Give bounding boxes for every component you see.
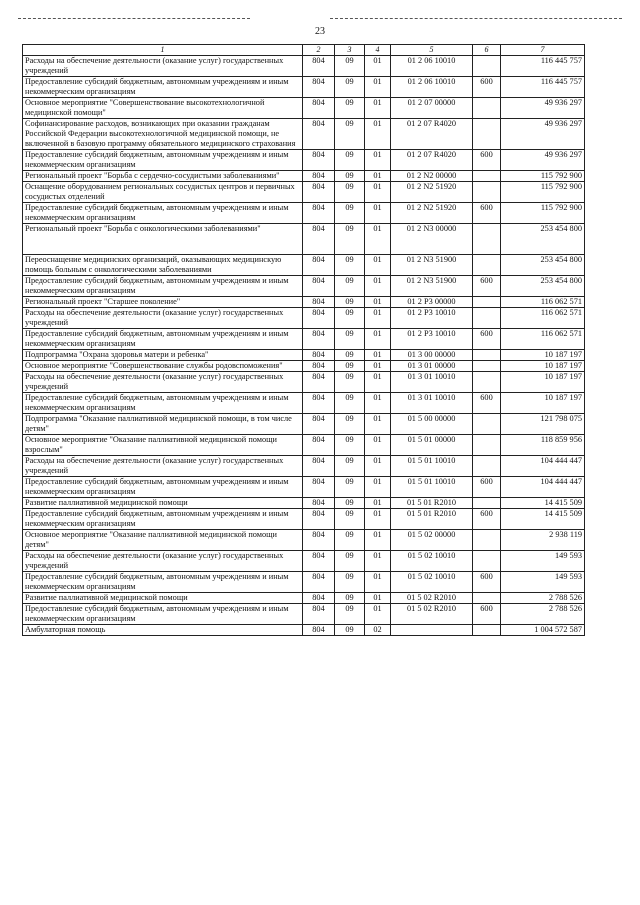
- row-ministry-code-cell: 804: [303, 372, 335, 393]
- row-ministry-code-cell: 804: [303, 625, 335, 636]
- header-cell-3: 3: [335, 45, 365, 56]
- row-expense-type-cell: [473, 255, 501, 276]
- row-subsection-cell: 01: [365, 77, 391, 98]
- row-name-cell: Амбулаторная помощь: [23, 625, 303, 636]
- row-expense-type-cell: 600: [473, 77, 501, 98]
- row-ministry-code-cell: 804: [303, 604, 335, 625]
- row-expense-type-cell: 600: [473, 477, 501, 498]
- row-name-cell: Основное мероприятие "Оказание паллиативной медицинской помощи взрослым": [23, 435, 303, 456]
- row-amount-cell: 253 454 800: [501, 255, 585, 276]
- row-subsection-cell: 01: [365, 498, 391, 509]
- row-target-article-cell: 01 5 01 10010: [391, 477, 473, 498]
- row-subsection-cell: 01: [365, 604, 391, 625]
- row-expense-type-cell: 600: [473, 393, 501, 414]
- row-subsection-cell: 01: [365, 171, 391, 182]
- row-ministry-code-cell: 804: [303, 477, 335, 498]
- row-subsection-cell: 01: [365, 297, 391, 308]
- row-amount-cell: 116 062 571: [501, 308, 585, 329]
- row-section-cell: 09: [335, 414, 365, 435]
- row-section-cell: 09: [335, 56, 365, 77]
- row-name-cell: Расходы на обеспечение деятельности (оказание услуг) государственных учреждений: [23, 308, 303, 329]
- row-section-cell: 09: [335, 435, 365, 456]
- row-ministry-code-cell: 804: [303, 593, 335, 604]
- row-ministry-code-cell: 804: [303, 551, 335, 572]
- row-target-article-cell: 01 2 N3 00000: [391, 224, 473, 255]
- row-name-cell: Расходы на обеспечение деятельности (оказание услуг) государственных учреждений: [23, 456, 303, 477]
- row-amount-cell: 10 187 197: [501, 361, 585, 372]
- row-name-cell: Переоснащение медицинских организаций, оказывающих медицинскую помощь больным с онкологическими заболеваниями: [23, 255, 303, 276]
- row-subsection-cell: 01: [365, 414, 391, 435]
- table-body: [23, 56, 585, 636]
- row-expense-type-cell: [473, 98, 501, 119]
- row-expense-type-cell: [473, 456, 501, 477]
- row-name-cell: Софинансирование расходов, возникающих при оказании гражданам Российской Федерации высокотехнологичной медицинской помощи, не включенной в базовую программу обязательного медицинского страхования: [23, 119, 303, 150]
- row-expense-type-cell: [473, 530, 501, 551]
- row-amount-cell: 49 936 297: [501, 98, 585, 119]
- row-ministry-code-cell: 804: [303, 498, 335, 509]
- row-section-cell: 09: [335, 77, 365, 98]
- table-row: [23, 435, 585, 456]
- row-amount-cell: 49 936 297: [501, 119, 585, 150]
- row-target-article-cell: 01 2 P3 10010: [391, 308, 473, 329]
- header-cell-1: 1: [23, 45, 303, 56]
- row-section-cell: 09: [335, 604, 365, 625]
- row-section-cell: 09: [335, 393, 365, 414]
- row-subsection-cell: 01: [365, 477, 391, 498]
- row-amount-cell: 104 444 447: [501, 456, 585, 477]
- row-ministry-code-cell: 804: [303, 56, 335, 77]
- row-ministry-code-cell: 804: [303, 414, 335, 435]
- row-section-cell: 09: [335, 593, 365, 604]
- page-number: 23: [315, 26, 325, 37]
- row-expense-type-cell: [473, 171, 501, 182]
- row-name-cell: Основное мероприятие "Оказание паллиативной медицинской помощи детям": [23, 530, 303, 551]
- row-ministry-code-cell: 804: [303, 456, 335, 477]
- table-row: [23, 604, 585, 625]
- row-expense-type-cell: [473, 372, 501, 393]
- row-ministry-code-cell: 804: [303, 435, 335, 456]
- row-amount-cell: 14 415 509: [501, 498, 585, 509]
- row-subsection-cell: 01: [365, 361, 391, 372]
- row-name-cell: Региональный проект "Борьба с сердечно-сосудистыми заболеваниями": [23, 171, 303, 182]
- row-section-cell: 09: [335, 498, 365, 509]
- row-section-cell: 09: [335, 477, 365, 498]
- row-subsection-cell: 01: [365, 203, 391, 224]
- row-name-cell: Предоставление субсидий бюджетным, автономным учреждениям и иным некоммерческим организациям: [23, 77, 303, 98]
- row-ministry-code-cell: 804: [303, 308, 335, 329]
- row-amount-cell: 116 445 757: [501, 77, 585, 98]
- row-name-cell: Региональный проект "Борьба с онкологическими заболеваниями": [23, 224, 303, 255]
- row-ministry-code-cell: 804: [303, 297, 335, 308]
- row-subsection-cell: 01: [365, 98, 391, 119]
- row-target-article-cell: 01 3 01 00000: [391, 361, 473, 372]
- row-section-cell: 09: [335, 98, 365, 119]
- row-amount-cell: 2 788 526: [501, 604, 585, 625]
- row-amount-cell: 1 004 572 587: [501, 625, 585, 636]
- row-target-article-cell: 01 2 N3 51900: [391, 255, 473, 276]
- row-expense-type-cell: 600: [473, 276, 501, 297]
- row-amount-cell: 10 187 197: [501, 350, 585, 361]
- row-expense-type-cell: [473, 551, 501, 572]
- table-row: [23, 255, 585, 276]
- row-amount-cell: 121 798 075: [501, 414, 585, 435]
- row-expense-type-cell: [473, 625, 501, 636]
- row-subsection-cell: 01: [365, 509, 391, 530]
- row-subsection-cell: 01: [365, 350, 391, 361]
- row-ministry-code-cell: 804: [303, 361, 335, 372]
- row-amount-cell: 115 792 900: [501, 171, 585, 182]
- table-row: [23, 361, 585, 372]
- table-row: [23, 150, 585, 171]
- budget-table: [22, 44, 585, 636]
- row-name-cell: Предоставление субсидий бюджетным, автономным учреждениям и иным некоммерческим организациям: [23, 393, 303, 414]
- row-target-article-cell: 01 5 02 10010: [391, 572, 473, 593]
- row-name-cell: Основное мероприятие "Совершенствование высокотехнологичной медицинской помощи": [23, 98, 303, 119]
- row-name-cell: Региональный проект "Старшее поколение": [23, 297, 303, 308]
- row-amount-cell: 149 593: [501, 572, 585, 593]
- table-row: [23, 393, 585, 414]
- row-section-cell: 09: [335, 551, 365, 572]
- row-section-cell: 09: [335, 350, 365, 361]
- row-amount-cell: 118 859 956: [501, 435, 585, 456]
- row-name-cell: Основное мероприятие "Совершенствование службы родовспоможения": [23, 361, 303, 372]
- row-ministry-code-cell: 804: [303, 393, 335, 414]
- row-target-article-cell: 01 2 06 10010: [391, 77, 473, 98]
- row-section-cell: 09: [335, 150, 365, 171]
- table-row: [23, 224, 585, 255]
- row-section-cell: 09: [335, 182, 365, 203]
- row-name-cell: Расходы на обеспечение деятельности (оказание услуг) государственных учреждений: [23, 372, 303, 393]
- row-amount-cell: 104 444 447: [501, 477, 585, 498]
- row-subsection-cell: 01: [365, 329, 391, 350]
- table-row: [23, 308, 585, 329]
- row-expense-type-cell: [473, 414, 501, 435]
- row-name-cell: Предоставление субсидий бюджетным, автономным учреждениям и иным некоммерческим организациям: [23, 329, 303, 350]
- row-section-cell: 09: [335, 308, 365, 329]
- table-row: [23, 530, 585, 551]
- row-target-article-cell: [391, 625, 473, 636]
- row-target-article-cell: 01 5 01 10010: [391, 456, 473, 477]
- row-target-article-cell: 01 2 N3 51900: [391, 276, 473, 297]
- row-section-cell: 09: [335, 572, 365, 593]
- table-row: [23, 77, 585, 98]
- table-row: [23, 625, 585, 636]
- row-section-cell: 09: [335, 297, 365, 308]
- row-section-cell: 09: [335, 509, 365, 530]
- row-ministry-code-cell: 804: [303, 98, 335, 119]
- row-name-cell: Развитие паллиативной медицинской помощи: [23, 498, 303, 509]
- row-section-cell: 09: [335, 203, 365, 224]
- row-target-article-cell: 01 2 P3 00000: [391, 297, 473, 308]
- row-section-cell: 09: [335, 224, 365, 255]
- row-target-article-cell: 01 2 P3 10010: [391, 329, 473, 350]
- row-subsection-cell: 01: [365, 393, 391, 414]
- table-row: [23, 329, 585, 350]
- row-target-article-cell: 01 2 N2 51920: [391, 182, 473, 203]
- row-target-article-cell: 01 5 02 R2010: [391, 593, 473, 604]
- table-row: [23, 509, 585, 530]
- table-row: [23, 498, 585, 509]
- row-target-article-cell: 01 5 00 00000: [391, 414, 473, 435]
- row-target-article-cell: 01 3 00 00000: [391, 350, 473, 361]
- row-target-article-cell: 01 2 07 00000: [391, 98, 473, 119]
- row-expense-type-cell: [473, 224, 501, 255]
- top-divider-right: [330, 18, 622, 19]
- row-subsection-cell: 01: [365, 435, 391, 456]
- row-expense-type-cell: [473, 308, 501, 329]
- row-subsection-cell: 01: [365, 456, 391, 477]
- row-section-cell: 09: [335, 361, 365, 372]
- table-row: [23, 119, 585, 150]
- row-section-cell: 09: [335, 276, 365, 297]
- header-cell-4: 4: [365, 45, 391, 56]
- row-target-article-cell: 01 3 01 10010: [391, 393, 473, 414]
- row-expense-type-cell: 600: [473, 150, 501, 171]
- row-subsection-cell: 01: [365, 572, 391, 593]
- row-ministry-code-cell: 804: [303, 572, 335, 593]
- row-amount-cell: 253 454 800: [501, 224, 585, 255]
- row-subsection-cell: 01: [365, 372, 391, 393]
- row-expense-type-cell: 600: [473, 572, 501, 593]
- row-amount-cell: 116 062 571: [501, 297, 585, 308]
- row-ministry-code-cell: 804: [303, 224, 335, 255]
- table-row: [23, 56, 585, 77]
- row-name-cell: Предоставление субсидий бюджетным, автономным учреждениям и иным некоммерческим организациям: [23, 604, 303, 625]
- table-row: [23, 182, 585, 203]
- row-amount-cell: 2 788 526: [501, 593, 585, 604]
- row-expense-type-cell: [473, 182, 501, 203]
- row-ministry-code-cell: 804: [303, 530, 335, 551]
- header-cell-6: 6: [473, 45, 501, 56]
- row-subsection-cell: 01: [365, 308, 391, 329]
- row-subsection-cell: 01: [365, 530, 391, 551]
- table-row: [23, 350, 585, 361]
- row-ministry-code-cell: 804: [303, 77, 335, 98]
- table-row: [23, 477, 585, 498]
- row-section-cell: 09: [335, 119, 365, 150]
- row-ministry-code-cell: 804: [303, 350, 335, 361]
- row-name-cell: Предоставление субсидий бюджетным, автономным учреждениям и иным некоммерческим организациям: [23, 572, 303, 593]
- row-target-article-cell: 01 5 01 R2010: [391, 509, 473, 530]
- row-section-cell: 09: [335, 329, 365, 350]
- row-amount-cell: 49 936 297: [501, 150, 585, 171]
- table-row: [23, 203, 585, 224]
- row-subsection-cell: 01: [365, 224, 391, 255]
- row-subsection-cell: 02: [365, 625, 391, 636]
- row-amount-cell: 10 187 197: [501, 393, 585, 414]
- row-name-cell: Подпрограмма "Охрана здоровья матери и ребенка": [23, 350, 303, 361]
- row-target-article-cell: 01 5 02 R2010: [391, 604, 473, 625]
- row-section-cell: 09: [335, 625, 365, 636]
- table-row: [23, 276, 585, 297]
- row-amount-cell: 115 792 900: [501, 203, 585, 224]
- row-expense-type-cell: [473, 56, 501, 77]
- row-expense-type-cell: [473, 361, 501, 372]
- table-row: [23, 414, 585, 435]
- row-target-article-cell: 01 2 N2 51920: [391, 203, 473, 224]
- row-amount-cell: 116 445 757: [501, 56, 585, 77]
- table-row: [23, 572, 585, 593]
- row-subsection-cell: 01: [365, 119, 391, 150]
- row-amount-cell: 10 187 197: [501, 372, 585, 393]
- row-target-article-cell: 01 5 02 10010: [391, 551, 473, 572]
- row-target-article-cell: 01 5 01 R2010: [391, 498, 473, 509]
- header-cell-7: 7: [501, 45, 585, 56]
- row-expense-type-cell: [473, 297, 501, 308]
- row-section-cell: 09: [335, 530, 365, 551]
- row-name-cell: Подпрограмма "Оказание паллиативной медицинской помощи, в том числе детям": [23, 414, 303, 435]
- row-expense-type-cell: [473, 593, 501, 604]
- row-target-article-cell: 01 5 01 00000: [391, 435, 473, 456]
- header-row: [23, 45, 585, 56]
- row-ministry-code-cell: 804: [303, 119, 335, 150]
- row-subsection-cell: 01: [365, 593, 391, 604]
- row-expense-type-cell: 600: [473, 203, 501, 224]
- row-section-cell: 09: [335, 372, 365, 393]
- row-amount-cell: 149 593: [501, 551, 585, 572]
- header-cell-5: 5: [391, 45, 473, 56]
- row-expense-type-cell: [473, 435, 501, 456]
- row-section-cell: 09: [335, 171, 365, 182]
- row-subsection-cell: 01: [365, 150, 391, 171]
- row-amount-cell: 2 938 119: [501, 530, 585, 551]
- row-ministry-code-cell: 804: [303, 255, 335, 276]
- top-divider-left: [18, 18, 250, 19]
- row-section-cell: 09: [335, 456, 365, 477]
- row-expense-type-cell: [473, 119, 501, 150]
- header-cell-2: 2: [303, 45, 335, 56]
- row-amount-cell: 115 792 900: [501, 182, 585, 203]
- row-target-article-cell: 01 2 N2 00000: [391, 171, 473, 182]
- row-ministry-code-cell: 804: [303, 171, 335, 182]
- table-row: [23, 551, 585, 572]
- row-ministry-code-cell: 804: [303, 329, 335, 350]
- row-name-cell: Предоставление субсидий бюджетным, автономным учреждениям и иным некоммерческим организациям: [23, 477, 303, 498]
- row-name-cell: Развитие паллиативной медицинской помощи: [23, 593, 303, 604]
- row-name-cell: Расходы на обеспечение деятельности (оказание услуг) государственных учреждений: [23, 551, 303, 572]
- row-subsection-cell: 01: [365, 255, 391, 276]
- table-row: [23, 171, 585, 182]
- row-target-article-cell: 01 5 02 00000: [391, 530, 473, 551]
- row-ministry-code-cell: 804: [303, 276, 335, 297]
- table-row: [23, 593, 585, 604]
- row-expense-type-cell: 600: [473, 329, 501, 350]
- row-subsection-cell: 01: [365, 182, 391, 203]
- row-target-article-cell: 01 3 01 10010: [391, 372, 473, 393]
- row-ministry-code-cell: 804: [303, 509, 335, 530]
- row-name-cell: Предоставление субсидий бюджетным, автономным учреждениям и иным некоммерческим организациям: [23, 509, 303, 530]
- row-name-cell: Предоставление субсидий бюджетным, автономным учреждениям и иным некоммерческим организациям: [23, 276, 303, 297]
- row-expense-type-cell: 600: [473, 604, 501, 625]
- row-expense-type-cell: [473, 498, 501, 509]
- row-amount-cell: 116 062 571: [501, 329, 585, 350]
- row-target-article-cell: 01 2 07 R4020: [391, 119, 473, 150]
- table-row: [23, 456, 585, 477]
- row-subsection-cell: 01: [365, 276, 391, 297]
- row-ministry-code-cell: 804: [303, 182, 335, 203]
- table-row: [23, 372, 585, 393]
- row-target-article-cell: 01 2 07 R4020: [391, 150, 473, 171]
- row-name-cell: Оснащение оборудованием региональных сосудистых центров и первичных сосудистых отделений: [23, 182, 303, 203]
- row-section-cell: 09: [335, 255, 365, 276]
- row-expense-type-cell: 600: [473, 509, 501, 530]
- row-target-article-cell: 01 2 06 10010: [391, 56, 473, 77]
- row-name-cell: Предоставление субсидий бюджетным, автономным учреждениям и иным некоммерческим организациям: [23, 150, 303, 171]
- row-subsection-cell: 01: [365, 56, 391, 77]
- row-ministry-code-cell: 804: [303, 150, 335, 171]
- row-name-cell: Расходы на обеспечение деятельности (оказание услуг) государственных учреждений: [23, 56, 303, 77]
- row-ministry-code-cell: 804: [303, 203, 335, 224]
- table-row: [23, 297, 585, 308]
- row-expense-type-cell: [473, 350, 501, 361]
- row-name-cell: Предоставление субсидий бюджетным, автономным учреждениям и иным некоммерческим организациям: [23, 203, 303, 224]
- table-row: [23, 98, 585, 119]
- row-amount-cell: 14 415 509: [501, 509, 585, 530]
- row-amount-cell: 253 454 800: [501, 276, 585, 297]
- row-subsection-cell: 01: [365, 551, 391, 572]
